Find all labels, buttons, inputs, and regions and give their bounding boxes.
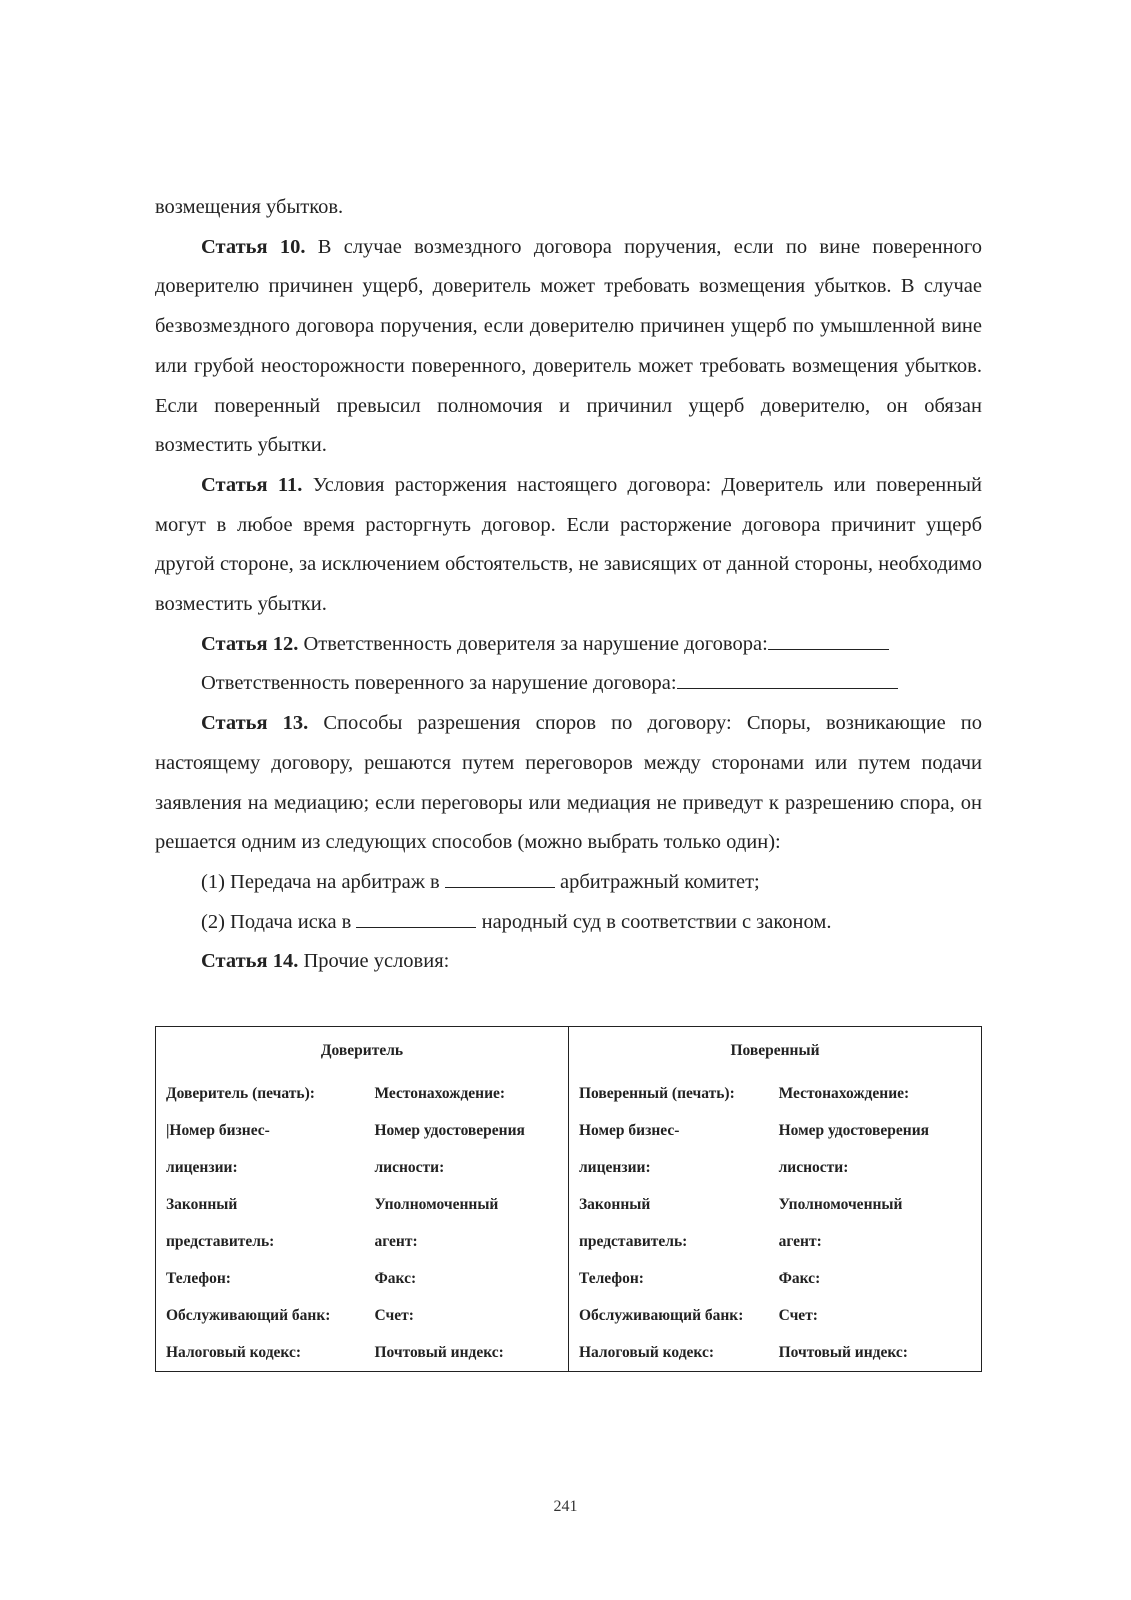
table-cell: Законный [568,1186,768,1223]
option-2-text-a: (2) Подача иска в [201,910,357,933]
table-cell: представитель: [568,1223,768,1260]
article-10 [155,228,982,466]
table-cell: Доверитель (печать): [166,1084,315,1102]
table-row [156,1297,982,1334]
article-13-label: Статья 13. [201,712,309,735]
fill-blank[interactable] [445,867,555,888]
table-cell: Налоговый кодекс: [166,1343,302,1361]
table-cell: Местонахождение: [778,1084,910,1102]
table-cell: Факс: [778,1269,821,1287]
table-cell: Местонахождение: [374,1084,506,1102]
option-1-text-b: арбитражный комитет; [554,870,760,893]
table-row [156,1260,982,1297]
article-14 [201,942,982,982]
table-cell: Счет: [374,1306,414,1324]
table-cell: Уполномоченный [374,1195,499,1213]
article-11-text: Условия расторжения настоящего договора: Доверитель или поверенный могут в любое время расторгнуть договор. Если расторжение договора причинит ущерб другой стороне, за исключением обстоятельств, не зависящих от данной стороны, необходимо возместить убытки. [155,473,982,616]
table-cell: лицензии: [166,1158,238,1176]
table-row [156,1149,982,1186]
table-row [156,1112,982,1149]
article-13-text: Способы разрешения споров по договору: Споры, возникающие по настоящему договору, решаются путем переговоров между сторонами или путем подачи заявления на медиацию; если переговоры или медиация не приведут к разрешению спора, он решается одним из следующих способов (можно выбрать только один): [155,712,983,854]
option-1-text-a: (1) Передача на арбитраж в [201,870,445,893]
article-12-label: Статья 12. [201,632,299,655]
table-row [156,1334,982,1372]
article-12-line-2-text: Ответственность поверенного за нарушение договора: [201,672,677,695]
table-row [156,1186,982,1223]
table-cell: Почтовый индекс: [778,1343,908,1361]
signature-table [155,1026,982,1372]
option-1 [201,863,982,903]
article-10-label: Статья 10. [201,235,306,258]
table-cell: Поверенный (печать): [568,1075,768,1112]
table-cell: Обслуживающий банк: [166,1306,331,1324]
table-cell: Телефон: [166,1269,231,1287]
option-2 [201,903,982,943]
fill-blank[interactable] [356,907,476,928]
continuation-line: возмещения убытков. [155,196,344,218]
fill-blank[interactable] [768,629,889,650]
article-14-label: Статья 14. [201,950,299,973]
contract-text [155,188,982,982]
fill-blank[interactable] [677,668,898,689]
table-cell: агент: [778,1232,822,1250]
table-cell: лицензии: [568,1149,768,1186]
table-cell: Телефон: [568,1260,768,1297]
table-row [156,1075,982,1112]
table-row [156,1223,982,1260]
table-cell: Почтовый индекс: [374,1343,504,1361]
table-cell: представитель: [166,1232,275,1250]
table-cell: Обслуживающий банк: [568,1297,768,1334]
article-12-text: Ответственность доверителя за нарушение договора: [298,632,768,655]
page-number: 241 [553,1498,578,1515]
article-11 [155,466,982,625]
table-cell: Номер бизнес- [568,1112,768,1149]
header-attorney: Поверенный [568,1027,981,1076]
table-cell: Факс: [374,1269,417,1287]
table-cell: |Номер бизнес- [166,1121,270,1139]
table-cell: Номер удостоверения [778,1121,930,1139]
table-cell: Налоговый кодекс: [568,1334,768,1372]
article-12-line-2 [201,664,982,704]
table-cell: лисности: [778,1158,849,1176]
article-12 [155,625,982,665]
table-cell: Счет: [778,1306,818,1324]
article-11-label: Статья 11. [201,473,303,496]
table-cell: агент: [374,1232,418,1250]
article-13 [155,704,982,863]
article-10-text: В случае возмездного договора поручения, если по вине поверенного доверителю причинен ущерб, доверитель может требовать возмещения убытков. В случае безвозмездного договора поручения, если доверителю причинен ущерб по умышленной вине или грубой неосторожности поверенного, доверитель может требовать возмещения убытков. Если поверенный превысил полномочия и причинил ущерб доверителю, он обязан возместить убытки. [155,235,982,457]
header-principal: Доверитель [320,1042,404,1059]
signature-table-body [156,1075,982,1372]
table-cell: Уполномоченный [778,1195,903,1213]
table-cell: Номер удостоверения [374,1121,525,1139]
table-header-row [156,1027,982,1076]
article-14-text: Прочие условия: [298,950,450,973]
table-cell: Законный [166,1195,238,1213]
option-2-text-b: народный суд в соответствии с законом. [476,910,832,933]
table-cell: лисности: [374,1158,445,1176]
